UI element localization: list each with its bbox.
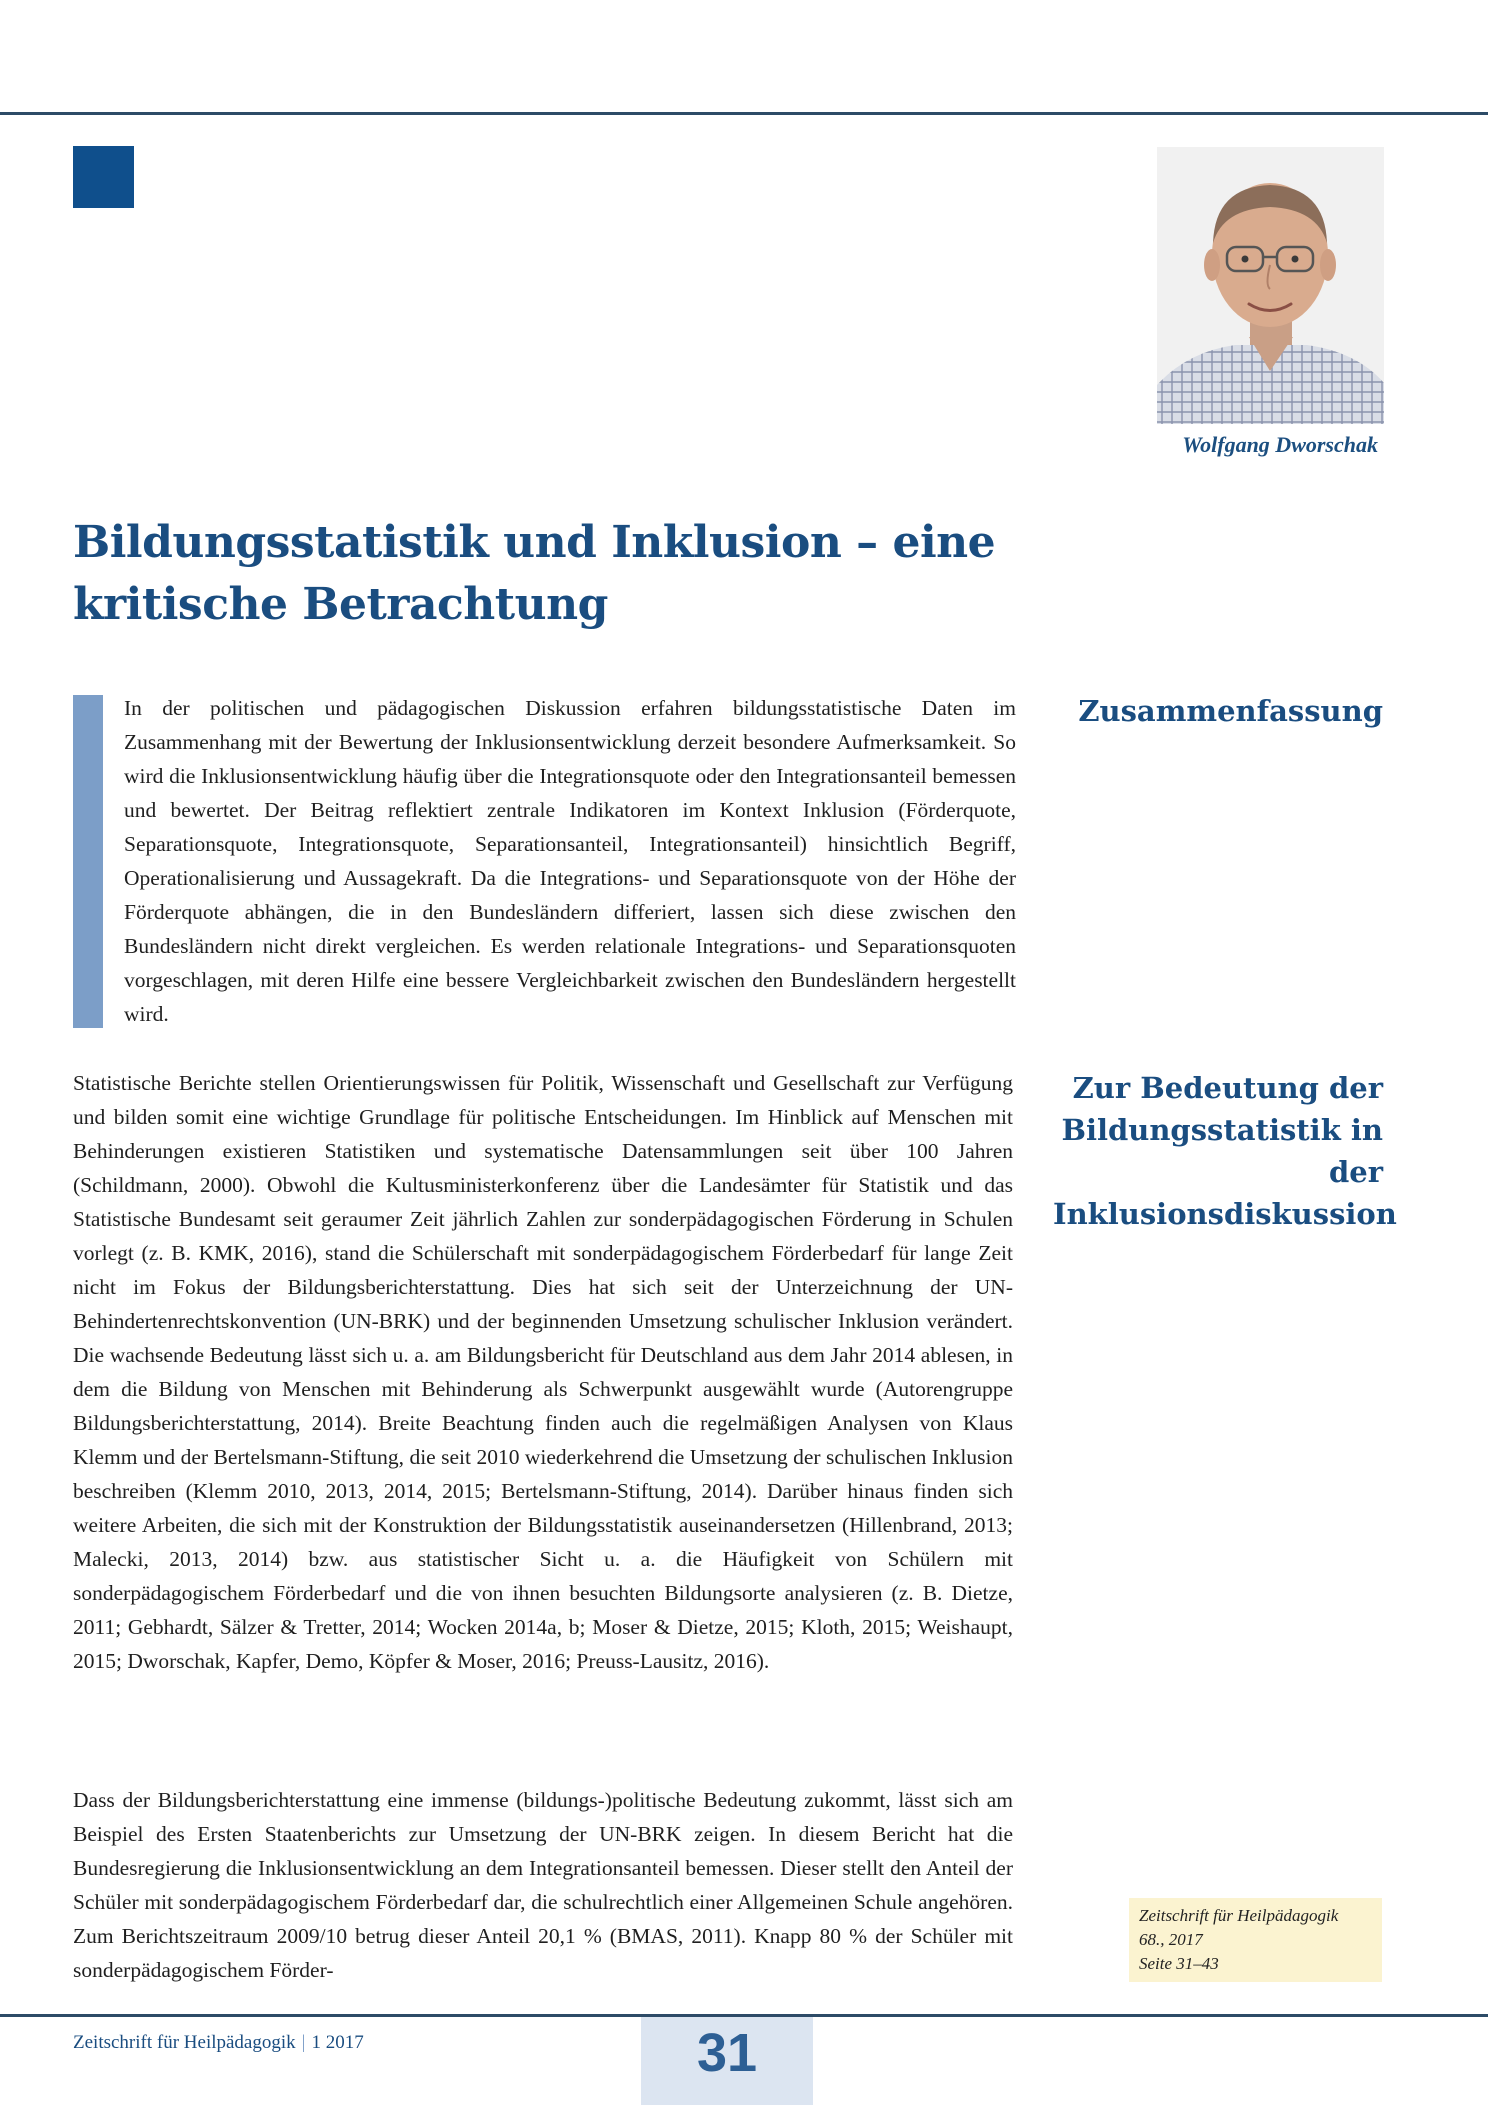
page-number: 31 — [696, 2023, 758, 2083]
footer-issue: 1 2017 — [311, 2032, 364, 2053]
section-heading: Zur Bedeutung der Bildungsstatistik in der Inklusionsdiskussion — [1053, 1071, 1397, 1231]
author-name: Wolfgang Dworschak — [1182, 432, 1378, 457]
section-marker-square — [73, 146, 134, 208]
citation-box — [1129, 1898, 1382, 1982]
author-portrait-illustration — [1157, 147, 1384, 424]
article-title: Bildungsstatistik und Inklusion – eine kritische Betrachtung — [73, 517, 996, 630]
abstract-text: In der politischen und pädagogischen Diskussion erfahren bildungsstatistische Daten im Zusammenhang mit der Bewertung der Inklusionsentwicklung derzeit besondere Aufmerksamkeit. So wird die Inklusionsentwicklung häufig über die Integrationsquote oder den Integrationsanteil bemessen und bewertet. Der Beitrag reflektiert zentrale Indikatoren im Kontext Inklusion (Förderquote, Separationsquote, Integrationsquote, Separationsanteil, Integrationsanteil) hinsichtlich Begriff, Operationalisierung und Aussagekraft. Da die Integrations- und Separationsquote von der Höhe der Förderquote abhängen, die in den Bundesländern differiert, lassen sich diese zwischen den Bundesländern nicht direkt vergleichen. Es werden relationale Integrations- und Separationsquoten vorgeschlagen, mit deren Hilfe eine bessere Vergleichbarkeit zwischen den Bundesländern hergestellt wird. — [124, 696, 1016, 1026]
footer-journal-name: Zeitschrift für Heilpädagogik — [73, 2032, 296, 2053]
body-paragraph: Statistische Berichte stellen Orientierungswissen für Politik, Wissenschaft und Gesellschaft zur Verfügung und bilden somit eine wichtige Grundlage für politische Entscheidungen. Im Hinblick auf Menschen mit Behinderungen existieren Statistiken und systematische Datensammlungen seit über 100 Jahren (Schildmann, 2000). Obwohl die Kultusministerkonferenz über die Landesämter für Statistik und das Statistische Bundesamt seit geraumer Zeit jährlich Zahlen zur sonderpädagogischen Förderung in Schulen vorlegt (z. B. KMK, 2016), stand die Schülerschaft mit sonderpädagogischem Förderbedarf für lange Zeit nicht im Fokus der Bildungsberichterstattung. Dies hat sich seit der Unterzeichnung der UN-Behindertenrechtskonvention (UN-BRK) und der beginnenden Umsetzung schulischer Inklusion verändert. Die wachsende Bedeutung lässt sich u. a. am Bildungsbericht für Deutschland aus dem Jahr 2014 ablesen, in dem die Bildung von Menschen mit Behinderung als Schwerpunkt ausgewählt wurde (Autorengruppe Bildungsberichterstattung, 2014). Breite Beachtung finden auch die regelmäßigen Analysen von Klaus Klemm und der Bertelsmann-Stiftung, die seit 2010 wiederkehrend die Umsetzung der schulischen Inklusion beschreiben (Klemm 2010, 2013, 2014, 2015; Bertelsmann-Stiftung, 2014). Darüber hinaus finden sich weitere Arbeiten, die sich mit der Konstruktion der Bildungsstatistik auseinandersetzen (Hillenbrand, 2013; Malecki, 2013, 2014) bzw. aus statistischer Sicht u. a. die Häufigkeit von Schülern mit sonderpädagogischem Förderbedarf und die von ihnen besuchten Bildungsorte analysieren (z. B. Dietze, 2011; Gebhardt, Sälzer & Tretter, 2014; Wocken 2014a, b; Moser & Dietze, 2015; Kloth, 2015; Weishaupt, 2015; Dworschak, Kapfer, Demo, Köpfer & Moser, 2016; Preuss-Lausitz, 2016). — [73, 1071, 1013, 1673]
body-paragraph: Dass der Bildungsberichterstattung eine immense (bildungs-)politische Bedeutung zukommt, lässt sich am Beispiel des Ersten Staatenberichts zur Umsetzung der UN-BRK zeigen. In diesem Bericht hat die Bundesregierung die Inklusionsentwicklung an dem Integrationsanteil bemessen. Dieser stellt den Anteil der Schüler mit sonderpädagogischem Förderbedarf dar, die schulrechtlich einer Allgemeinen Schule angehören. Zum Berichtszeitraum 2009/10 betrug dieser Anteil 20,1 % (BMAS, 2011). Knapp 80 % der Schüler mit sonderpädagogischem Förder- — [73, 1788, 1013, 1982]
citation-pages: Seite 31–43 — [1139, 1954, 1219, 1973]
footer-journal-info — [73, 2030, 364, 2056]
page-number-box — [641, 2017, 813, 2105]
footer-separator: | — [301, 2032, 306, 2053]
abstract-heading: Zusammenfassung — [1078, 694, 1383, 728]
top-rule — [0, 112, 1488, 115]
abstract-accent-bar — [73, 695, 103, 1028]
author-photo — [1157, 147, 1384, 424]
citation-journal: Zeitschrift für Heilpädagogik — [1139, 1906, 1339, 1925]
citation-volume: 68., 2017 — [1139, 1930, 1203, 1949]
